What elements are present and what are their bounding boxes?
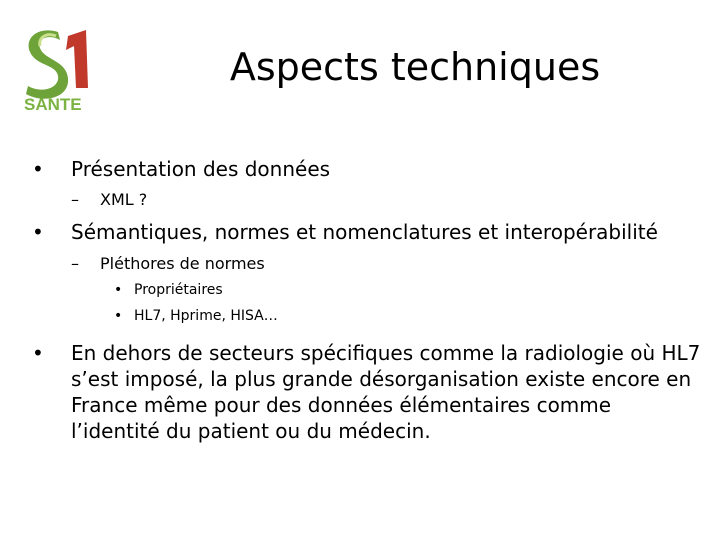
paragraph-line: France même pour des données élémentaires comme — [71, 393, 612, 417]
sub-sub-bullet-text: Propriétaires — [134, 282, 223, 298]
bullet-text: Sémantiques, normes et nomenclatures et interopérabilité — [71, 220, 658, 244]
sub-bullet-text: XML ? — [100, 190, 148, 209]
bullet-marker: • — [32, 341, 44, 365]
sub-sub-bullet-text: HL7, Hprime, HISA… — [134, 308, 278, 324]
slide-title: Aspects techniques — [229, 45, 601, 89]
logo-text: SANTE — [24, 95, 82, 114]
sub-bullet-marker: – — [71, 190, 79, 209]
paragraph-line: l’identité du patient ou du médecin. — [71, 419, 431, 443]
sub-bullet-text: Pléthores de normes — [100, 254, 265, 273]
sub-bullet-marker: – — [71, 254, 79, 273]
bullet-marker: • — [32, 220, 44, 244]
bullet-text: Présentation des données — [71, 157, 331, 181]
sub-sub-bullet-marker: • — [114, 308, 123, 324]
paragraph-line: En dehors de secteurs spécifiques comme la radiologie où HL7 — [71, 341, 701, 365]
sub-sub-bullet-marker: • — [114, 282, 123, 298]
paragraph-line: s’est imposé, la plus grande désorganisation existe encore en — [71, 367, 692, 391]
bullet-marker: • — [32, 157, 44, 181]
